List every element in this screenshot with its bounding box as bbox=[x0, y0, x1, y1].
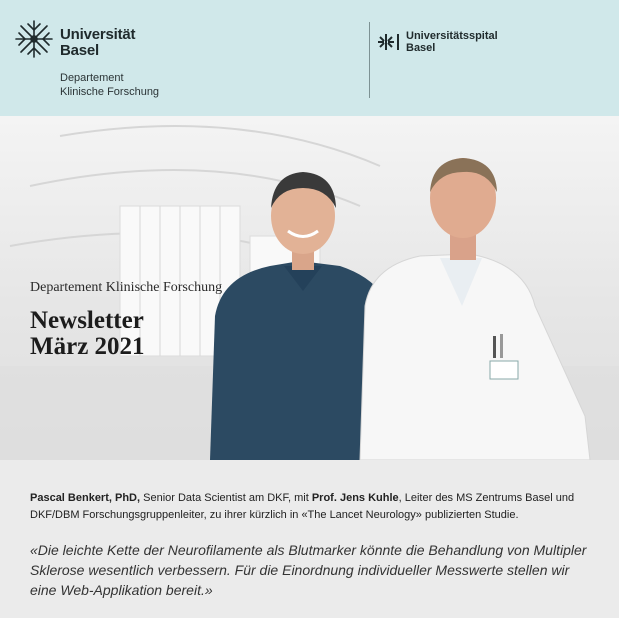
newsletter-title-line1: Newsletter bbox=[30, 307, 144, 334]
unibas-logo-icon bbox=[14, 19, 54, 59]
header-divider bbox=[369, 22, 370, 98]
article-quote: «Die leichte Kette der Neurofilamente als Blutmarker könnte die Behandlung von Multipler Sklerose wesentlich verbessern. Für die Einordnung individueller Messwerte stellen wir eine Web-Applikation bereit.» bbox=[30, 542, 587, 598]
person2-name: Prof. Jens Kuhle bbox=[311, 492, 399, 504]
newsletter-title bbox=[30, 308, 145, 360]
person2-role: , Leiter des MS Zentrums Basel und DKF/DBM Forschungsgruppenleiter, zu ihrer kürzlich in «The Lancet Neurology» publizierten Studie. bbox=[30, 492, 575, 521]
department-name-line1: Departement bbox=[60, 72, 124, 84]
hospital-name-line1: Universitätsspital bbox=[406, 30, 498, 42]
department-name-line2: Klinische Forschung bbox=[60, 86, 160, 98]
hero-banner bbox=[0, 116, 619, 460]
person-right bbox=[360, 158, 590, 460]
person1-name: Pascal Benkert, PhD, bbox=[30, 492, 141, 504]
person1-role: Senior Data Scientist am DKF, mit bbox=[140, 492, 312, 504]
hospital-name-line2: Basel bbox=[406, 42, 436, 54]
hospital-name bbox=[406, 30, 498, 54]
university-name-line1: Universität bbox=[60, 26, 136, 43]
article-intro bbox=[30, 490, 595, 524]
university-name-line2: Basel bbox=[60, 42, 100, 59]
university-name bbox=[60, 27, 135, 59]
header-band bbox=[0, 0, 619, 116]
department-name bbox=[60, 71, 159, 99]
newsletter-title-line2: März 2021 bbox=[30, 333, 145, 360]
hero-kicker: Departement Klinische Forschung bbox=[30, 280, 223, 295]
usb-logo-icon bbox=[377, 33, 403, 51]
